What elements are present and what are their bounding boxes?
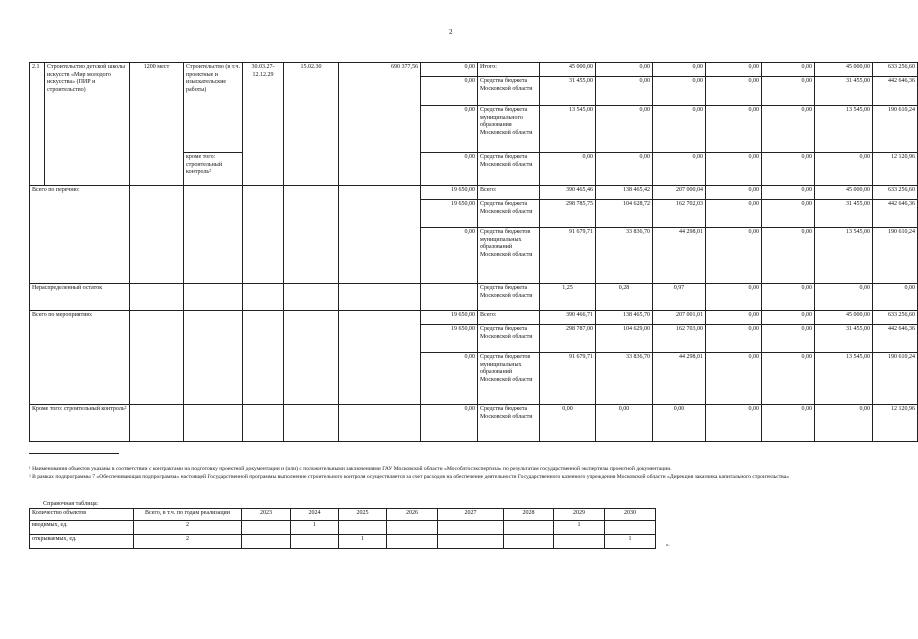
year-value: 0,00 [762, 405, 815, 442]
table-cell: вводимых, ед. [30, 521, 134, 535]
remainder-value: 442 646,36 [873, 200, 918, 228]
table-cell [554, 535, 605, 549]
year-value: 0,00 [596, 63, 653, 77]
column-header: 2028 [504, 509, 554, 521]
year-value: 0,00 [706, 77, 762, 106]
work-dates: 30.03.27-12.12.29 [243, 63, 284, 186]
year-value: 0,00 [762, 77, 815, 106]
table-cell: 1 [605, 535, 656, 549]
object-name: Строительство детской школы искусств «Мир молодого искусства» (ПИР и строительство) [45, 63, 130, 186]
column-header: Количество объектов [30, 509, 134, 521]
remainder-value: 190 610,24 [873, 228, 918, 284]
funding-source: Всего: [478, 186, 540, 200]
year-value: 0,00 [762, 63, 815, 77]
year-value: 0,00 [706, 405, 762, 442]
year-value: 0,00 [706, 200, 762, 228]
column-header: 2030 [605, 509, 656, 521]
funding-source: Всего: [478, 311, 540, 325]
year-value: 0,00 [706, 228, 762, 284]
funding-source: Средства бюджетов муниципальных образований Московской области [478, 228, 540, 284]
year-value: 31 455,00 [815, 325, 873, 353]
remainder-value: 633 256,60 [873, 63, 918, 77]
year-value: 44 298,01 [653, 228, 706, 284]
year-value: 0,00 [706, 186, 762, 200]
year-value: 0,00 [706, 106, 762, 153]
year-value: 0,00 [653, 106, 706, 153]
funded-value: 0,00 [421, 228, 478, 284]
year-value: 0,00 [762, 353, 815, 405]
year-value: 0,00 [653, 77, 706, 106]
control-label: Кроме того: строительный контроль² [30, 405, 130, 442]
funded-value: 0,00 [421, 405, 478, 442]
funding-source: Средства бюджетов муниципальных образований Московской области [478, 353, 540, 405]
total-value: 390 465,46 [540, 186, 596, 200]
remainder-value: 12 120,96 [873, 153, 918, 186]
year-value: 0,00 [653, 63, 706, 77]
table-cell: открываемых, ед. [30, 535, 134, 549]
table-cell [387, 521, 438, 535]
table-cell: 1 [339, 535, 387, 549]
funded-value: 19 650,00 [421, 186, 478, 200]
remainder-value: 190 610,24 [873, 353, 918, 405]
funded-value: 19 650,00 [421, 200, 478, 228]
reference-table [29, 508, 656, 549]
event-total-label: Всего по мероприятию: [30, 311, 130, 405]
year-value: 0,00 [815, 284, 873, 311]
table-header-row [30, 509, 656, 521]
table-cell [605, 521, 656, 535]
funded-value: 19 650,00 [421, 325, 478, 353]
year-value: 0,28 [596, 284, 653, 311]
table-cell [339, 521, 387, 535]
work-type: Строительство (в т.ч. проектные и изыскательские работы) [184, 63, 243, 153]
remainder-value: 442 646,36 [873, 325, 918, 353]
remainder-value: 633 256,60 [873, 311, 918, 325]
funding-source: Средства бюджета Московской области [478, 200, 540, 228]
unallocated-label: Нераспределенный остаток [30, 284, 130, 311]
column-header: 2027 [438, 509, 504, 521]
column-header: 2029 [554, 509, 605, 521]
reference-table-title: Справочная таблица: [43, 500, 99, 507]
year-value: 207 000,04 [653, 186, 706, 200]
column-header: 2024 [291, 509, 339, 521]
year-value: 33 836,70 [596, 228, 653, 284]
column-header: 2025 [339, 509, 387, 521]
year-value: 0,00 [762, 325, 815, 353]
year-value: 45 000,00 [815, 63, 873, 77]
funded-value: 0,00 [421, 77, 478, 106]
year-value: 31 455,00 [815, 200, 873, 228]
funding-source: Средства бюджета Московской области [478, 153, 540, 186]
year-value: 0,00 [706, 353, 762, 405]
table-cell [438, 535, 504, 549]
table-cell [504, 521, 554, 535]
funded-value [421, 284, 478, 311]
year-value: 162 702,03 [653, 200, 706, 228]
year-value: 13 545,00 [815, 353, 873, 405]
total-value: 298 785,75 [540, 200, 596, 228]
total-value: 91 679,71 [540, 353, 596, 405]
funding-source: Средства бюджета муниципального образования Московской области [478, 106, 540, 153]
table-cell: 1 [291, 521, 339, 535]
table-cell: 2 [134, 521, 242, 535]
funding-source: Средства бюджета Московской области [478, 405, 540, 442]
year-value: 0,00 [762, 186, 815, 200]
year-value: 0,00 [653, 153, 706, 186]
total-value: 45 000,00 [540, 63, 596, 77]
table-row [30, 521, 656, 535]
financing-table [29, 62, 918, 442]
year-value: 0,00 [596, 405, 653, 442]
table-row [30, 284, 918, 311]
year-value: 31 455,00 [815, 77, 873, 106]
year-value: 0,00 [706, 153, 762, 186]
year-value: 0,00 [762, 311, 815, 325]
table-cell [242, 521, 291, 535]
work-type-control: кроме того: строительный контроль² [184, 153, 243, 186]
table-cell [242, 535, 291, 549]
funding-source: Средства бюджета Московской области [478, 77, 540, 106]
year-value: 44 298,01 [653, 353, 706, 405]
table-cell [504, 535, 554, 549]
year-value: 0,00 [706, 311, 762, 325]
funding-source: Средства бюджета Московской области [478, 284, 540, 311]
total-value: 390 466,71 [540, 311, 596, 325]
remainder-value: 0,00 [873, 284, 918, 311]
total-value: 1,25 [540, 284, 596, 311]
year-value: 162 703,00 [653, 325, 706, 353]
remainder-value: 442 646,36 [873, 77, 918, 106]
year-value: 0,00 [762, 200, 815, 228]
table-row [30, 311, 918, 325]
table-cell: 2 [134, 535, 242, 549]
footnote-1: ¹ Наименования объектов указаны в соответствии с контрактами на подготовку проектной документации и (или) с положительными заключениями ГАУ Московской области «Мособлгосэкспертиза» по результатам государственной экспертизы проектной документации. [29, 466, 672, 472]
year-value: 207 001,01 [653, 311, 706, 325]
page-number: 2 [449, 28, 453, 36]
column-header: Всего, в т.ч. по годам реализации [134, 509, 242, 521]
remainder-value: 633 256,60 [873, 186, 918, 200]
year-value: 0,00 [815, 405, 873, 442]
footnote-separator [29, 453, 119, 454]
total-value: 0,00 [540, 153, 596, 186]
object-cost: 690 377,56 [339, 63, 421, 186]
table-row [30, 535, 656, 549]
year-value: 104 629,00 [596, 325, 653, 353]
year-value: 0,00 [706, 284, 762, 311]
year-value: 0,00 [815, 153, 873, 186]
table-cell [387, 535, 438, 549]
year-value: 0,00 [762, 106, 815, 153]
table-row [30, 63, 918, 77]
year-value: 13 545,00 [815, 106, 873, 153]
table-cell [291, 535, 339, 549]
year-value: 138 465,70 [596, 311, 653, 325]
year-value: 0,00 [762, 284, 815, 311]
year-value: 0,00 [653, 405, 706, 442]
total-value: 31 455,00 [540, 77, 596, 106]
year-value: 0,00 [762, 228, 815, 284]
year-value: 33 836,70 [596, 353, 653, 405]
funding-source: Средства бюджета Московской области [478, 325, 540, 353]
remainder-value: 12 120,96 [873, 405, 918, 442]
year-value: 13 545,00 [815, 228, 873, 284]
year-value: 0,97 [653, 284, 706, 311]
table-cell [438, 521, 504, 535]
row-number: 2.1 [30, 63, 45, 186]
footnote-2: ² В рамках подпрограммы 7 «Обеспечивающая подпрограмма» настоящей Государственной программы выполнение строительного контроля осуществляется за счет расходов на обеспечение деятельности Государственного казенного учреждения Московской области «Дирекция заказчика капитального строительства» [29, 474, 789, 480]
funded-value: 0,00 [421, 106, 478, 153]
year-value: 104 628,72 [596, 200, 653, 228]
capacity: 1200 мест [130, 63, 184, 186]
closing-quote: ». [666, 543, 670, 548]
year-value: 138 465,42 [596, 186, 653, 200]
year-value: 0,00 [596, 106, 653, 153]
total-value: 298 787,00 [540, 325, 596, 353]
year-value: 45 000,00 [815, 311, 873, 325]
year-value: 45 000,00 [815, 186, 873, 200]
table-row [30, 186, 918, 200]
funded-value: 19 650,00 [421, 311, 478, 325]
year-value: 0,00 [706, 325, 762, 353]
funded-value: 0,00 [421, 63, 478, 77]
year-value: 0,00 [596, 153, 653, 186]
list-total-label: Всего по перечню: [30, 186, 130, 284]
year-value: 0,00 [706, 63, 762, 77]
funded-value: 0,00 [421, 353, 478, 405]
total-value: 0,00 [540, 405, 596, 442]
total-value: 13 545,00 [540, 106, 596, 153]
funding-source: Итого: [478, 63, 540, 77]
table-cell: 1 [554, 521, 605, 535]
total-value: 91 679,71 [540, 228, 596, 284]
column-header: 2026 [387, 509, 438, 521]
column-header: 2023 [242, 509, 291, 521]
funded-value: 0,00 [421, 153, 478, 186]
year-value: 0,00 [596, 77, 653, 106]
year-value: 0,00 [762, 153, 815, 186]
completion-date: 15.02.30 [284, 63, 339, 186]
table-row [30, 405, 918, 442]
remainder-value: 190 610,24 [873, 106, 918, 153]
